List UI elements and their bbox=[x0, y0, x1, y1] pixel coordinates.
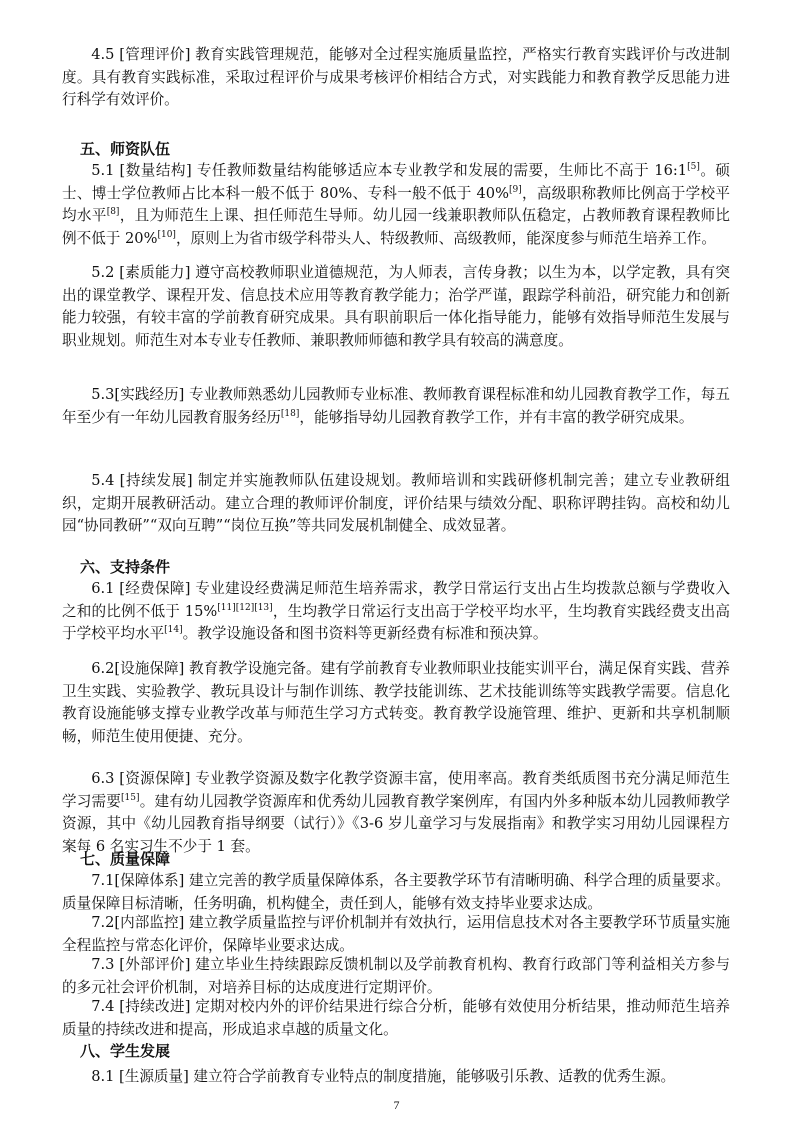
paragraph-7-4 bbox=[62, 996, 730, 1041]
citation-superscript: [14] bbox=[164, 625, 183, 636]
text-run: 6.2[设施保障] 教育教学设施完备。建有学前教育专业教师职业技能实训平台，满足保育实践、营养卫生实践、实验教学、教玩具设计与制作训练、教学技能训练、艺术技能训练等实践教学需要。信息化教育设施能够支撑专业教学改革与师范生学习方式转变。教育教学设施管理、维护、更新和共享机制顺畅，师范生使用便捷、充分。 bbox=[62, 660, 730, 745]
text-run: 6.3 [资源保障] 专业教学资源及数字化教学资源丰富，使用率高。教育类纸质图书充分满足师范生学习需要 bbox=[62, 770, 730, 810]
text-run: 7.4 [持续改进] 定期对校内外的评价结果进行综合分析，能够有效使用分析结果，推动师范生培养质量的持续改进和提高，形成追求卓越的质量文化。 bbox=[62, 998, 730, 1038]
paragraph-8-1 bbox=[62, 1066, 730, 1089]
citation-superscript: [11][12][13] bbox=[217, 602, 273, 613]
text-run: 。建有幼儿园教学资源库和优秀幼儿园教育教学案例库，有国内外多种版本幼儿园教师教学资源，其中《幼儿园教育指导纲要（试行）》《3-6 岁儿童学习与发展指南》和教学实习用幼儿园课程方案每 6 名实习生不少于 1 套。 bbox=[62, 792, 730, 855]
paragraph-6-2 bbox=[62, 658, 730, 748]
text-run: ，能够指导幼儿园教育教学工作，并有丰富的教学研究成果。 bbox=[299, 408, 694, 426]
page-number: 7 bbox=[393, 1098, 400, 1112]
citation-superscript: [8] bbox=[106, 207, 120, 218]
text-run: 5.2 [素质能力] 遵守高校教师职业道德规范，为人师表，言传身教；以生为本，以学定教，具有突出的课堂教学、课程开发、信息技术应用等教育教学能力；治学严谨，跟踪学科前沿，研究能力和创新能力较强，有较丰富的学前教育研究成果。具有职前职后一体化指导能力，能够有效指导师范生发展与职业规划。师范生对本专业专任教师、兼职教师师德和教学具有较高的满意度。 bbox=[62, 264, 730, 349]
paragraph-5-1 bbox=[62, 160, 730, 250]
paragraph-4-5 bbox=[62, 44, 730, 112]
text-run: 5.4 [持续发展] 制定并实施教师队伍建设规划。教师培训和实践研修机制完善；建立专业教研组织，定期开展教研活动。建立合理的教师评价制度，评价结果与绩效分配、职称评聘挂钩。高校和幼儿园“协同教研”“双向互聘”“岗位互换”等共同发展机制健全、成效显著。 bbox=[62, 472, 730, 534]
paragraph-5-4 bbox=[62, 470, 730, 538]
paragraph-5-2 bbox=[62, 262, 730, 352]
paragraph-6-1 bbox=[62, 578, 730, 646]
text-run: ，高级职称教师比例高于学校平均水平 bbox=[62, 184, 730, 224]
citation-superscript: [15] bbox=[121, 792, 140, 803]
text-run: ，原则上为省市级学科带头人、特级教师、高级教师，能深度参与师范生培养工作。 bbox=[175, 229, 716, 247]
text-run: 6.1 [经费保障] 专业建设经费满足师范生培养需求，教学日常运行支出占生均拨款总额与学费收入之和的比例不低于 15% bbox=[62, 580, 730, 620]
section-heading-quality: 七、质量保障 bbox=[80, 850, 171, 868]
text-run: 7.1[保障体系] 建立完善的教学质量保障体系，各主要教学环节有清晰明确、科学合理的质量要求。质量保障目标清晰，任务明确，机构健全，责任到人，能够有效支持毕业要求达成。 bbox=[62, 872, 730, 912]
text-run: 7.2[内部监控] 建立教学质量监控与评价机制并有效执行，运用信息技术对各主要教学环节质量实施全程监控与常态化评价，保障毕业要求达成。 bbox=[62, 914, 730, 954]
section-heading-students: 八、学生发展 bbox=[80, 1042, 171, 1060]
text-run: ，生均教学日常运行支出高于学校平均水平，生均教育实践经费支出高于学校平均水平 bbox=[62, 602, 730, 642]
text-run: 5.3[实践经历] 专业教师熟悉幼儿园教师专业标准、教师教育课程标准和幼儿园教育教学工作，每五年至少有一年幼儿园教育服务经历 bbox=[62, 386, 730, 426]
text-run: 。硕士、博士学位教师占比本科一般不低于 80%、专科一般不低于 40% bbox=[62, 162, 730, 202]
text-run: 8.1 [生源质量] 建立符合学前教育专业特点的制度措施，能够吸引乐教、适教的优秀生源。 bbox=[91, 1068, 676, 1085]
paragraph-7-3 bbox=[62, 954, 730, 999]
paragraph-6-3 bbox=[62, 768, 730, 858]
text-run: 4.5 [管理评价] 教育实践管理规范，能够对全过程实施质量监控，严格实行教育实践评价与改进制度。具有教育实践标准，采取过程评价与成果考核评价相结合方式，对实践能力和教育教学反思能力进行科学有效评价。 bbox=[62, 46, 730, 108]
citation-superscript: [10] bbox=[157, 229, 176, 240]
section-heading-faculty: 五、师资队伍 bbox=[80, 140, 171, 158]
citation-superscript: [18] bbox=[280, 408, 300, 419]
paragraph-7-2 bbox=[62, 912, 730, 957]
paragraph-5-3 bbox=[62, 384, 730, 429]
text-run: ，且为师范生上课、担任师范生导师。幼儿园一线兼职教师队伍稳定，占教师教育课程教师比例不低于 20% bbox=[62, 207, 730, 247]
citation-superscript: [5] bbox=[687, 162, 700, 173]
text-run: 7.3 [外部评价] 建立毕业生持续跟踪反馈机制以及学前教育机构、教育行政部门等利益相关方参与的多元社会评价机制，对培养目标的达成度进行定期评价。 bbox=[62, 956, 730, 996]
text-run: 。教学设施设备和图书资料等更新经费有标准和预决算。 bbox=[182, 625, 548, 642]
paragraph-7-1 bbox=[62, 870, 730, 915]
text-run: 5.1 [数量结构] 专任教师数量结构能够适应本专业教学和发展的需要，生师比不高于 16:1 bbox=[91, 162, 688, 179]
section-heading-support: 六、支持条件 bbox=[80, 558, 171, 576]
citation-superscript: [9] bbox=[508, 184, 522, 195]
